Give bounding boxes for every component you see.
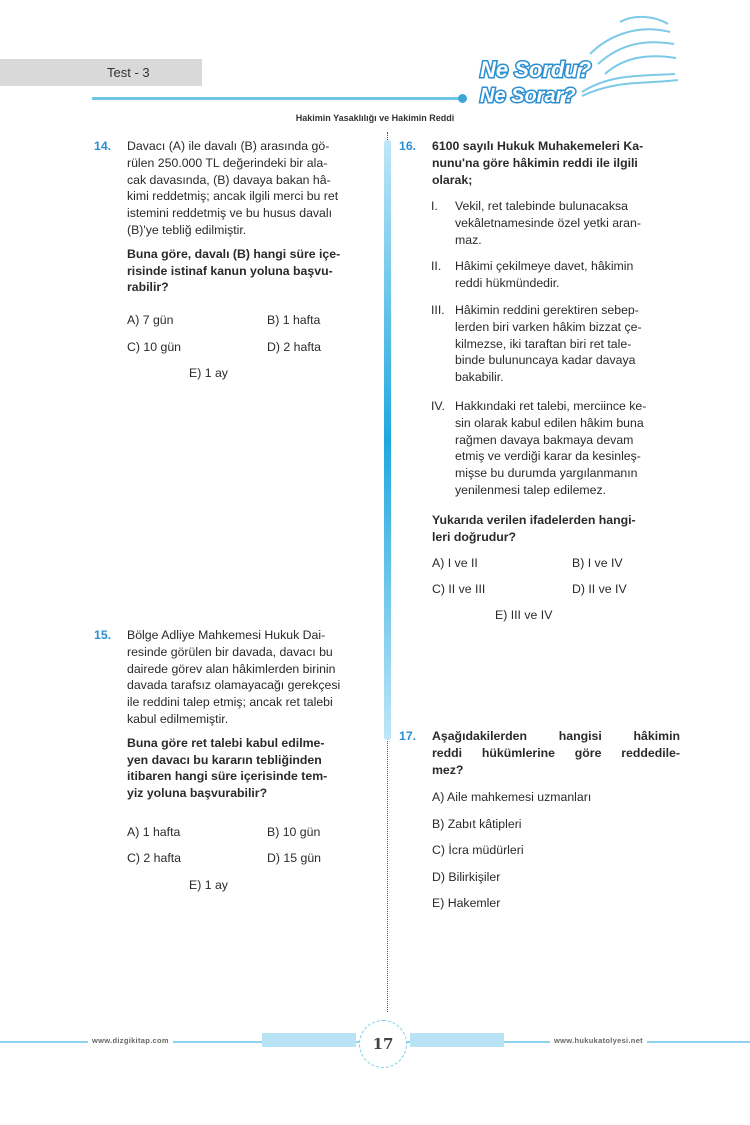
statement-line: Hakkındaki ret talebi, merciince ke-	[455, 399, 647, 413]
statement-numeral: II.	[431, 259, 442, 273]
footer-right-url: www.hukukatolyesi.net	[550, 1036, 647, 1045]
option-b[interactable]: B) I ve IV	[572, 556, 623, 570]
statement-line: Hâkimi çekilmeye davet, hâkimin	[455, 259, 634, 273]
statement-line: maz.	[455, 232, 482, 247]
subject-title: Hakimin Yasaklılığı ve Hakimin Reddi	[295, 113, 455, 123]
statement-line: kilmezse, iki taraftan biri ret tale-	[455, 336, 632, 351]
option-e[interactable]: E) III ve IV	[495, 608, 553, 622]
statement-line: reddi hükmündedir.	[455, 275, 560, 290]
stem-line: kabul edilmemiştir.	[127, 711, 229, 726]
footer-block-left	[262, 1033, 356, 1047]
prompt-line: rabilir?	[127, 280, 169, 295]
option-c[interactable]: C) İcra müdürleri	[432, 843, 524, 857]
footer-block-right	[410, 1033, 504, 1047]
statement-line: mişse bu durumda yargılanmanın	[455, 466, 638, 481]
option-d[interactable]: D) 2 hafta	[267, 340, 321, 354]
header-rule	[92, 97, 464, 100]
statement-line: bakabilir.	[455, 370, 504, 385]
question-stem	[127, 138, 376, 239]
statement-line: binde bulununcaya kadar davaya	[455, 353, 636, 368]
option-e[interactable]: E) 1 ay	[189, 878, 228, 892]
stem-line: davada tarafsız olamayacağı gerekçesi	[127, 678, 341, 693]
prompt-line: Yukarıda verilen ifadelerden hangi-	[432, 513, 636, 527]
statement-ii	[431, 258, 680, 292]
stem-line: cak davasında, (B) davaya bakan hâ-	[127, 172, 331, 187]
prompt-line: 6100 sayılı Hukuk Muhakemeleri Ka-	[432, 139, 644, 153]
prompt-line: itibaren hangi süre içerisinde tem-	[127, 769, 328, 784]
option-d[interactable]: D) 15 gün	[267, 851, 322, 865]
option-e[interactable]: E) Hakemler	[432, 896, 501, 910]
question-15	[94, 627, 376, 802]
statement-line: sin olarak kabul edilen hâkim buna	[455, 415, 644, 430]
statement-numeral: IV.	[431, 399, 445, 413]
stem-line: resinde görülen bir davada, davacı bu	[127, 644, 333, 659]
statement-line: lerden biri varken hâkim bizzat çe-	[455, 319, 642, 334]
test-label-tab	[0, 59, 202, 86]
question-14	[94, 138, 376, 296]
option-c[interactable]: C) 10 gün	[127, 340, 182, 354]
statement-i	[431, 198, 680, 248]
prompt-line: risinde istinaf kanun yoluna başvu-	[127, 263, 333, 278]
question-16-prompt	[432, 512, 680, 546]
statement-line: etmiş ve verdiği karar da kesinleş-	[455, 449, 641, 464]
statement-line: Hâkimin reddini gerektiren sebep-	[455, 303, 639, 317]
option-a[interactable]: A) I ve II	[432, 556, 478, 570]
logo-line-1: Ne Sordu?	[480, 57, 592, 82]
option-a[interactable]: A) 7 gün	[127, 313, 174, 327]
stem-line: (B)'ye tebliğ edilmiştir.	[127, 222, 247, 237]
footer-left-url: www.dizgikitap.com	[88, 1036, 173, 1045]
prompt-line: reddi hükümlerine göre reddedile-	[432, 745, 680, 760]
stem-line: ile reddini talep etmiş; ancak ret talebi	[127, 695, 333, 710]
logo-line-2: Ne Sorar?	[480, 85, 576, 107]
prompt-line: Aşağıdakilerden hangisi hâkimin	[432, 729, 680, 743]
option-a[interactable]: A) Aile mahkemesi uzmanları	[432, 790, 592, 804]
prompt-line: nunu'na göre hâkimin reddi ile ilgili	[432, 155, 638, 170]
question-17	[399, 728, 680, 778]
stem-line: Bölge Adliye Mahkemesi Hukuk Dai-	[127, 628, 326, 642]
option-b[interactable]: B) 10 gün	[267, 825, 321, 839]
stem-line: rülen 250.000 TL değerindeki bir ala-	[127, 155, 328, 170]
question-number: 17.	[399, 729, 417, 743]
statement-iv	[431, 398, 680, 499]
prompt-line: Buna göre, davalı (B) hangi süre içe-	[127, 246, 341, 261]
stem-line: Davacı (A) ile davalı (B) arasında gö-	[127, 139, 330, 153]
option-d[interactable]: D) II ve IV	[572, 582, 627, 596]
statement-iii	[431, 302, 680, 386]
question-number: 16.	[399, 139, 417, 153]
question-stem	[127, 627, 376, 728]
option-e[interactable]: E) 1 ay	[189, 366, 228, 380]
statement-line: yenilenmesi talep edilemez.	[455, 482, 607, 497]
option-b[interactable]: B) Zabıt kâtipleri	[432, 817, 522, 831]
option-d[interactable]: D) Bilirkişiler	[432, 870, 501, 884]
option-c[interactable]: C) 2 hafta	[127, 851, 181, 865]
test-label: Test - 3	[107, 65, 150, 80]
header-rule-dot	[458, 94, 467, 103]
prompt-line: Buna göre ret talebi kabul edilme-	[127, 735, 325, 750]
prompt-line: yiz yoluna başvurabilir?	[127, 786, 268, 801]
column-divider-accent	[384, 140, 391, 740]
ne-sordu-logo	[470, 14, 680, 110]
statement-numeral: I.	[431, 199, 438, 213]
question-number: 15.	[94, 628, 112, 642]
option-b[interactable]: B) 1 hafta	[267, 313, 321, 327]
prompt-line: yen davacı bu kararın tebliğinden	[127, 752, 322, 767]
statement-numeral: III.	[431, 303, 445, 317]
option-c[interactable]: C) II ve III	[432, 582, 486, 596]
prompt-line: olarak;	[432, 172, 473, 187]
option-a[interactable]: A) 1 hafta	[127, 825, 181, 839]
question-prompt	[127, 246, 376, 296]
prompt-line: leri doğrudur?	[432, 529, 517, 544]
question-16	[399, 138, 680, 188]
statement-line: rağmen davaya bakmaya devam	[455, 432, 634, 447]
open-book-icon	[582, 17, 678, 96]
question-prompt	[127, 735, 376, 802]
statement-line: Vekil, ret talebinde bulunacaksa	[455, 199, 628, 213]
page-number: 17	[359, 1020, 407, 1068]
prompt-line: mez?	[432, 762, 464, 777]
stem-line: istemini reddetmiş ve bu husus davalı	[127, 206, 333, 221]
stem-line: kimi reddetmiş; ancak ilgili merci bu ret	[127, 189, 339, 204]
question-number: 14.	[94, 139, 112, 153]
stem-line: dairede görev alan hâkimlerden birinin	[127, 661, 336, 676]
statement-line: vekâletnamesinde özel yetki aran-	[455, 215, 641, 230]
